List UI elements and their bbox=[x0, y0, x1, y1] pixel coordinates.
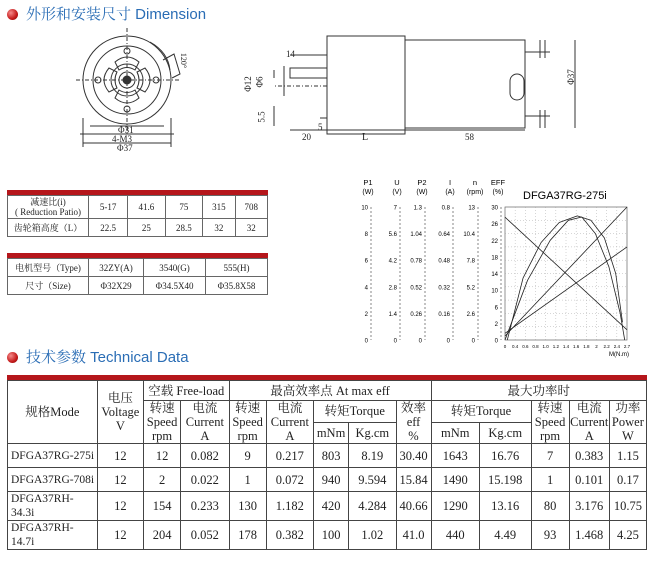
th-current-cn: 电流 bbox=[192, 401, 218, 415]
th-speed-cn: 转速 bbox=[149, 401, 175, 415]
th-power-kgcm: Kg.cm bbox=[479, 422, 531, 444]
value-cell: 1.02 bbox=[349, 521, 396, 550]
axis-tick-label: 7.8 bbox=[466, 258, 475, 265]
th-eff-current-cn: 电流 bbox=[277, 401, 303, 415]
tech-section-title bbox=[7, 346, 189, 367]
th-max-eff: 最高效率点 At max eff bbox=[229, 381, 431, 401]
height-label: 齿轮箱高度（L） bbox=[8, 219, 89, 237]
height-cell: 25 bbox=[128, 219, 165, 237]
x-tick-label: 0.8 bbox=[532, 344, 539, 349]
x-tick-label: 1.8 bbox=[583, 344, 590, 349]
motor-size-cell: Φ32X29 bbox=[89, 277, 144, 295]
ratio-label-en: ( Reduction Patio) bbox=[15, 207, 81, 217]
th-power-current bbox=[569, 401, 609, 444]
value-cell: 0.082 bbox=[181, 444, 229, 468]
th-voltage bbox=[97, 381, 143, 444]
value-cell: 100 bbox=[314, 521, 349, 550]
motor-table bbox=[7, 258, 268, 295]
axis-tick-label: 2.8 bbox=[388, 285, 397, 292]
axis-tick-label: 30 bbox=[491, 205, 498, 212]
th-power-current-cn: 电流 bbox=[576, 401, 602, 415]
model-cell: DFGA37RH-34.3i bbox=[8, 492, 98, 521]
th-speed-en: Speed bbox=[146, 415, 178, 429]
x-tick-label: 0.6 bbox=[522, 344, 529, 349]
axis-tick-label: 4.2 bbox=[388, 258, 397, 265]
th-power-speed-cn: 转速 bbox=[537, 401, 563, 415]
th-eff-torque: 转矩Torque bbox=[314, 401, 396, 423]
x-tick-label: 1.4 bbox=[562, 344, 570, 349]
ratio-cell: 5-17 bbox=[89, 196, 128, 219]
th-eff-current-unit: A bbox=[285, 429, 295, 443]
x-tick-label: 2 bbox=[595, 344, 598, 349]
value-cell: 1643 bbox=[431, 444, 479, 468]
th-power-speed bbox=[531, 401, 569, 444]
series-line-eff bbox=[507, 216, 622, 340]
axis-tick-label: 5.2 bbox=[466, 285, 475, 292]
th-power-current-unit: A bbox=[584, 429, 594, 443]
value-cell: 12 bbox=[97, 521, 143, 550]
value-cell: 0.052 bbox=[181, 521, 229, 550]
value-cell: 40.66 bbox=[396, 492, 431, 521]
axis-tick-label: 0 bbox=[446, 338, 450, 345]
ratio-cell: 41.6 bbox=[128, 196, 165, 219]
axis-name-u: U bbox=[394, 178, 400, 187]
value-cell: 9.594 bbox=[349, 468, 396, 492]
th-eff-speed-cn: 转速 bbox=[235, 401, 261, 415]
axis-name-n: n bbox=[472, 178, 478, 187]
x-tick-label: 2.2 bbox=[603, 344, 610, 349]
th-eff-cn: 效率 bbox=[401, 401, 427, 415]
value-cell: 0.022 bbox=[181, 468, 229, 492]
value-cell: 4.25 bbox=[609, 521, 646, 550]
value-cell: 8.19 bbox=[349, 444, 396, 468]
axis-tick-label: 0.64 bbox=[438, 232, 450, 239]
performance-chart bbox=[345, 175, 645, 360]
axis-unit-p1: (W) bbox=[362, 189, 374, 196]
th-power-torque: 转矩Torque bbox=[431, 401, 531, 423]
th-eff-current bbox=[266, 401, 313, 444]
motor-type-cell: 32ZY(A) bbox=[89, 259, 144, 277]
axis-tick-label: 0.16 bbox=[438, 311, 450, 318]
dimension-title-text: 外形和安装尺寸 Dimension bbox=[26, 6, 207, 23]
axis-tick-label: 26 bbox=[491, 222, 498, 229]
axis-tick-label: 0.48 bbox=[438, 258, 450, 265]
height-cell: 32 bbox=[235, 219, 267, 237]
axis-unit-eff: (%) bbox=[492, 189, 504, 196]
dim-angle-label: 120° bbox=[179, 52, 189, 69]
axis-tick-label: 0.32 bbox=[438, 285, 450, 292]
th-current bbox=[181, 401, 229, 444]
dim-body-label: Φ37 bbox=[117, 143, 133, 153]
value-cell: 440 bbox=[431, 521, 479, 550]
ratio-cell: 708 bbox=[235, 196, 267, 219]
tech-title-text: 技术参数 Technical Data bbox=[26, 349, 189, 366]
x-tick-label: 2.4 bbox=[613, 344, 620, 349]
value-cell: 12 bbox=[97, 444, 143, 468]
axis-tick-label: 1.04 bbox=[410, 232, 422, 239]
front-view-drawing bbox=[70, 22, 210, 162]
ratio-cell: 315 bbox=[203, 196, 235, 219]
ratio-cell: 75 bbox=[165, 196, 202, 219]
table-row bbox=[8, 468, 647, 492]
axis-unit-n: (rpm) bbox=[466, 189, 484, 196]
tech-table bbox=[7, 380, 647, 550]
axis-name-p1: P1 bbox=[363, 178, 373, 187]
value-cell: 940 bbox=[314, 468, 349, 492]
table-row bbox=[8, 521, 647, 550]
th-voltage-unit: V bbox=[115, 419, 125, 433]
dim-pcd-label: Φ31 bbox=[118, 125, 134, 135]
th-power-speed-unit: rpm bbox=[539, 429, 561, 443]
axis-tick-label: 2 bbox=[364, 311, 368, 318]
value-cell: 16.76 bbox=[479, 444, 531, 468]
th-power-mnm: mNm bbox=[431, 422, 479, 444]
th-eff-speed bbox=[229, 401, 266, 444]
th-eff bbox=[396, 401, 431, 444]
value-cell: 0.382 bbox=[266, 521, 313, 550]
table-row bbox=[8, 444, 647, 468]
th-power bbox=[609, 401, 646, 444]
value-cell: 204 bbox=[144, 521, 181, 550]
axis-tick-label: 10 bbox=[361, 205, 368, 212]
th-eff-speed-en: Speed bbox=[232, 415, 263, 429]
axis-tick-label: 14 bbox=[491, 272, 498, 278]
value-cell: 80 bbox=[531, 492, 569, 521]
axis-tick-label: 0.26 bbox=[410, 311, 422, 318]
height-cell: 22.5 bbox=[89, 219, 128, 237]
value-cell: 9 bbox=[229, 444, 266, 468]
ratio-label: 减速比(i) bbox=[30, 197, 66, 207]
x-tick-label: 1.2 bbox=[552, 344, 559, 349]
axis-tick-label: 0.8 bbox=[441, 205, 450, 212]
th-eff-current-en: Current bbox=[270, 415, 309, 429]
dim-58-label: 58 bbox=[465, 132, 474, 142]
axis-tick-label: 0 bbox=[418, 338, 422, 345]
value-cell: 12 bbox=[97, 492, 143, 521]
axis-tick-label: 0 bbox=[494, 338, 498, 345]
value-cell: 1 bbox=[531, 468, 569, 492]
value-cell: 0.383 bbox=[569, 444, 609, 468]
motor-size-label: 尺寸（Size) bbox=[8, 277, 89, 295]
value-cell: 4.49 bbox=[479, 521, 531, 550]
value-cell: 1490 bbox=[431, 468, 479, 492]
height-cell: 32 bbox=[203, 219, 235, 237]
value-cell: 7 bbox=[531, 444, 569, 468]
th-eff-speed-unit: rpm bbox=[237, 429, 258, 443]
chart-title: DFGA37RG-275i bbox=[523, 190, 607, 202]
side-view-drawing bbox=[240, 28, 640, 148]
dimension-section-title bbox=[7, 3, 206, 24]
motor-type-label: 电机型号（Type) bbox=[8, 259, 89, 277]
value-cell: 154 bbox=[144, 492, 181, 521]
model-cell: DFGA37RH-14.7i bbox=[8, 521, 98, 550]
model-cell: DFGA37RG-275i bbox=[8, 444, 98, 468]
table-row bbox=[8, 492, 647, 521]
axis-name-eff: EFF bbox=[490, 178, 506, 187]
series-line-i bbox=[505, 247, 627, 333]
value-cell: 15.84 bbox=[396, 468, 431, 492]
axis-tick-label: 18 bbox=[491, 255, 498, 262]
axis-tick-label: 2.6 bbox=[466, 311, 475, 318]
ratio-table bbox=[7, 195, 268, 237]
th-eff-unit: % bbox=[408, 429, 419, 443]
value-cell: 3.176 bbox=[569, 492, 609, 521]
axis-tick-label: 0.78 bbox=[410, 258, 422, 265]
axis-tick-label: 2 bbox=[494, 321, 498, 328]
th-voltage-en: Voltage bbox=[101, 405, 140, 419]
bullet-icon bbox=[7, 9, 18, 20]
x-tick-label: 1.6 bbox=[573, 344, 580, 349]
axis-tick-label: 7 bbox=[393, 205, 397, 212]
bullet-icon bbox=[7, 352, 18, 363]
value-cell: 130 bbox=[229, 492, 266, 521]
value-cell: 0.233 bbox=[181, 492, 229, 521]
th-eff-mnm: mNm bbox=[314, 422, 349, 444]
th-max-power: 最大功率时 bbox=[431, 381, 646, 401]
axis-tick-label: 1.3 bbox=[413, 205, 422, 212]
value-cell: 0.217 bbox=[266, 444, 313, 468]
th-power-unit: W bbox=[622, 429, 634, 443]
x-tick-label: 0 bbox=[503, 344, 507, 349]
value-cell: 803 bbox=[314, 444, 349, 468]
axis-name-p2: P2 bbox=[417, 178, 427, 187]
ratio-label-cell bbox=[8, 196, 89, 219]
axis-tick-label: 6 bbox=[364, 258, 368, 265]
model-cell: DFGA37RG-708i bbox=[8, 468, 98, 492]
x-tick-label: 2.7 bbox=[623, 344, 631, 349]
value-cell: 10.75 bbox=[609, 492, 646, 521]
value-cell: 178 bbox=[229, 521, 266, 550]
value-cell: 13.16 bbox=[479, 492, 531, 521]
th-voltage-cn: 电压 bbox=[107, 391, 133, 405]
dim-20-label: 20 bbox=[302, 132, 311, 142]
th-power-cn: 功率 bbox=[615, 401, 641, 415]
motor-size-cell: Φ35.8X58 bbox=[206, 277, 268, 295]
th-model: 规格Mode bbox=[8, 381, 98, 444]
value-cell: 12 bbox=[144, 444, 181, 468]
th-current-en: Current bbox=[185, 415, 224, 429]
th-power-en: Power bbox=[611, 415, 644, 429]
th-power-current-en: Current bbox=[570, 415, 609, 429]
value-cell: 12 bbox=[97, 468, 143, 492]
axis-tick-label: 8 bbox=[364, 232, 368, 239]
value-cell: 1290 bbox=[431, 492, 479, 521]
value-cell: 93 bbox=[531, 521, 569, 550]
axis-tick-label: 6 bbox=[494, 305, 498, 312]
value-cell: 1.15 bbox=[609, 444, 646, 468]
axis-unit-u: (V) bbox=[392, 189, 402, 196]
dim-phi12-label: Φ12 bbox=[242, 76, 253, 92]
height-cell: 28.5 bbox=[165, 219, 202, 237]
value-cell: 420 bbox=[314, 492, 349, 521]
dim-holes-label: 4-M3 bbox=[112, 134, 132, 144]
motor-size-cell: Φ34.5X40 bbox=[144, 277, 206, 295]
motor-type-cell: 3540(G) bbox=[144, 259, 206, 277]
tech-table-body bbox=[8, 444, 647, 550]
value-cell: 2 bbox=[144, 468, 181, 492]
th-speed bbox=[144, 401, 181, 444]
axis-tick-label: 13 bbox=[468, 205, 475, 212]
value-cell: 41.0 bbox=[396, 521, 431, 550]
value-cell: 0.072 bbox=[266, 468, 313, 492]
axis-tick-label: 4 bbox=[364, 285, 368, 292]
axis-tick-label: 10.4 bbox=[463, 232, 475, 239]
value-cell: 1.182 bbox=[266, 492, 313, 521]
axis-tick-label: 0.52 bbox=[410, 285, 422, 292]
dim-phi37-label: Φ37 bbox=[565, 69, 576, 85]
x-tick-label: 0.4 bbox=[512, 344, 519, 349]
value-cell: 1 bbox=[229, 468, 266, 492]
dim-5-label: 5 bbox=[318, 122, 323, 132]
axis-name-i: I bbox=[448, 178, 452, 187]
axis-tick-label: 10 bbox=[491, 288, 498, 295]
value-cell: 0.17 bbox=[609, 468, 646, 492]
dim-14-label: 14 bbox=[286, 49, 295, 59]
value-cell: 30.40 bbox=[396, 444, 431, 468]
axis-tick-label: 5.6 bbox=[388, 232, 397, 239]
x-tick-label: 1.0 bbox=[542, 344, 549, 349]
value-cell: 15.198 bbox=[479, 468, 531, 492]
th-eff-kgcm: Kg.cm bbox=[349, 422, 396, 444]
axis-tick-label: 0 bbox=[364, 338, 368, 345]
th-free-load: 空载 Free-load bbox=[144, 381, 230, 401]
axis-tick-label: 1.4 bbox=[388, 311, 397, 318]
series-line-p1 bbox=[505, 207, 627, 336]
dim-55-label: 5.5 bbox=[256, 111, 267, 123]
value-cell: 0.101 bbox=[569, 468, 609, 492]
th-current-unit: A bbox=[200, 429, 210, 443]
dim-phi6-label: Φ6 bbox=[254, 76, 265, 88]
dim-L-label: L bbox=[362, 132, 369, 143]
th-eff-en: eff bbox=[406, 415, 421, 429]
x-axis-label: M(N.m) bbox=[609, 352, 629, 358]
axis-unit-p2: (W) bbox=[416, 189, 428, 196]
axis-tick-label: 0 bbox=[471, 338, 475, 345]
axis-unit-i: (A) bbox=[445, 189, 455, 196]
value-cell: 4.284 bbox=[349, 492, 396, 521]
value-cell: 1.468 bbox=[569, 521, 609, 550]
th-power-speed-en: Speed bbox=[534, 415, 566, 429]
th-speed-unit: rpm bbox=[152, 429, 173, 443]
axis-tick-label: 0 bbox=[393, 338, 397, 345]
axis-tick-label: 22 bbox=[491, 238, 498, 245]
motor-type-cell: 555(H) bbox=[206, 259, 268, 277]
